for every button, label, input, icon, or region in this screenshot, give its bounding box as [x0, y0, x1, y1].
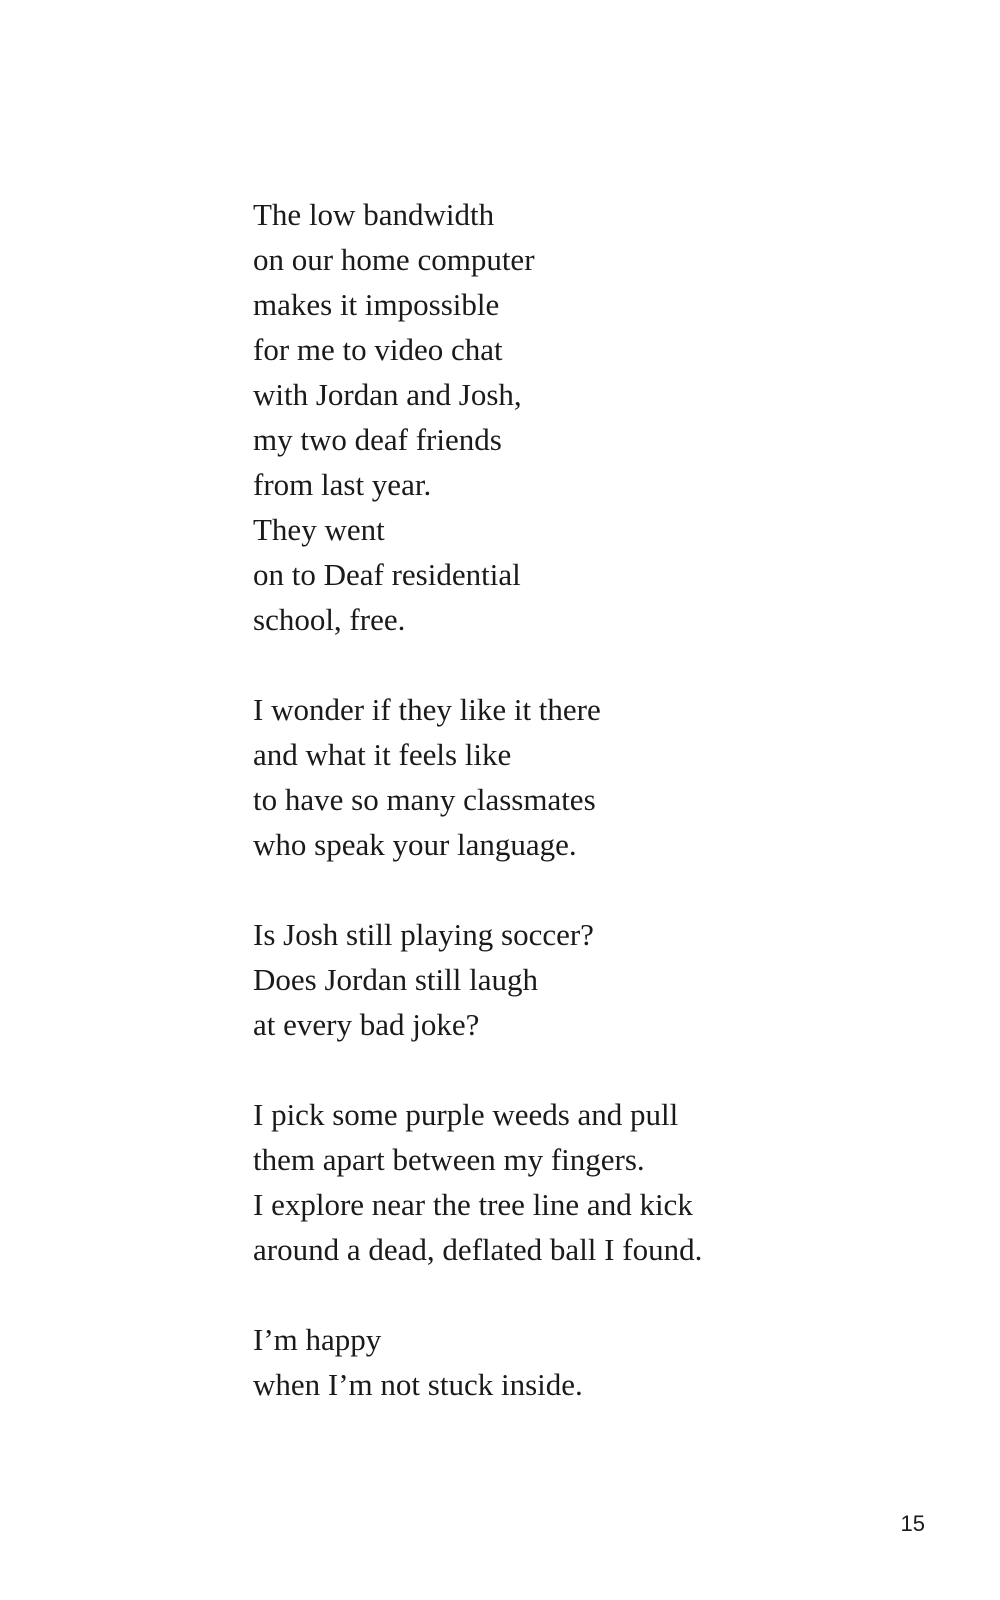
- poem-line: on to Deaf residential: [253, 557, 521, 592]
- poem-line: I’m happy: [253, 1322, 382, 1357]
- poem-line: when I’m not stuck inside.: [253, 1367, 583, 1402]
- poem-line: who speak your language.: [253, 827, 577, 862]
- stanza-5: [253, 1317, 953, 1407]
- stanza-1: [253, 192, 953, 642]
- poem-line: with Jordan and Josh,: [253, 377, 522, 412]
- poem-line: I explore near the tree line and kick: [253, 1187, 693, 1222]
- page-number: 15: [900, 1511, 925, 1536]
- poem-line: from last year.: [253, 467, 432, 502]
- stanza-3: [253, 912, 953, 1047]
- poem-line: to have so many classmates: [253, 782, 596, 817]
- poem-line: on our home computer: [253, 242, 535, 277]
- poem-line: They went: [253, 512, 385, 547]
- poem-line: them apart between my fingers.: [253, 1142, 645, 1177]
- poem-line: The low bandwidth: [253, 197, 495, 232]
- poem-line: I wonder if they like it there: [253, 692, 601, 727]
- poem-line: I pick some purple weeds and pull: [253, 1097, 679, 1132]
- poem-line: and what it feels like: [253, 737, 512, 772]
- poem-line: school, free.: [253, 602, 406, 637]
- poem-line: around a dead, deflated ball I found.: [253, 1232, 703, 1267]
- poem-line: my two deaf friends: [253, 422, 502, 457]
- poem-line: makes it impossible: [253, 287, 500, 322]
- poem-line: Is Josh still playing soccer?: [253, 917, 594, 952]
- poem-line: Does Jordan still laugh: [253, 962, 538, 997]
- poem-line: for me to video chat: [253, 332, 503, 367]
- poem-line: at every bad joke?: [253, 1007, 480, 1042]
- poem-body: [253, 192, 953, 1407]
- stanza-4: [253, 1092, 953, 1272]
- stanza-2: [253, 687, 953, 867]
